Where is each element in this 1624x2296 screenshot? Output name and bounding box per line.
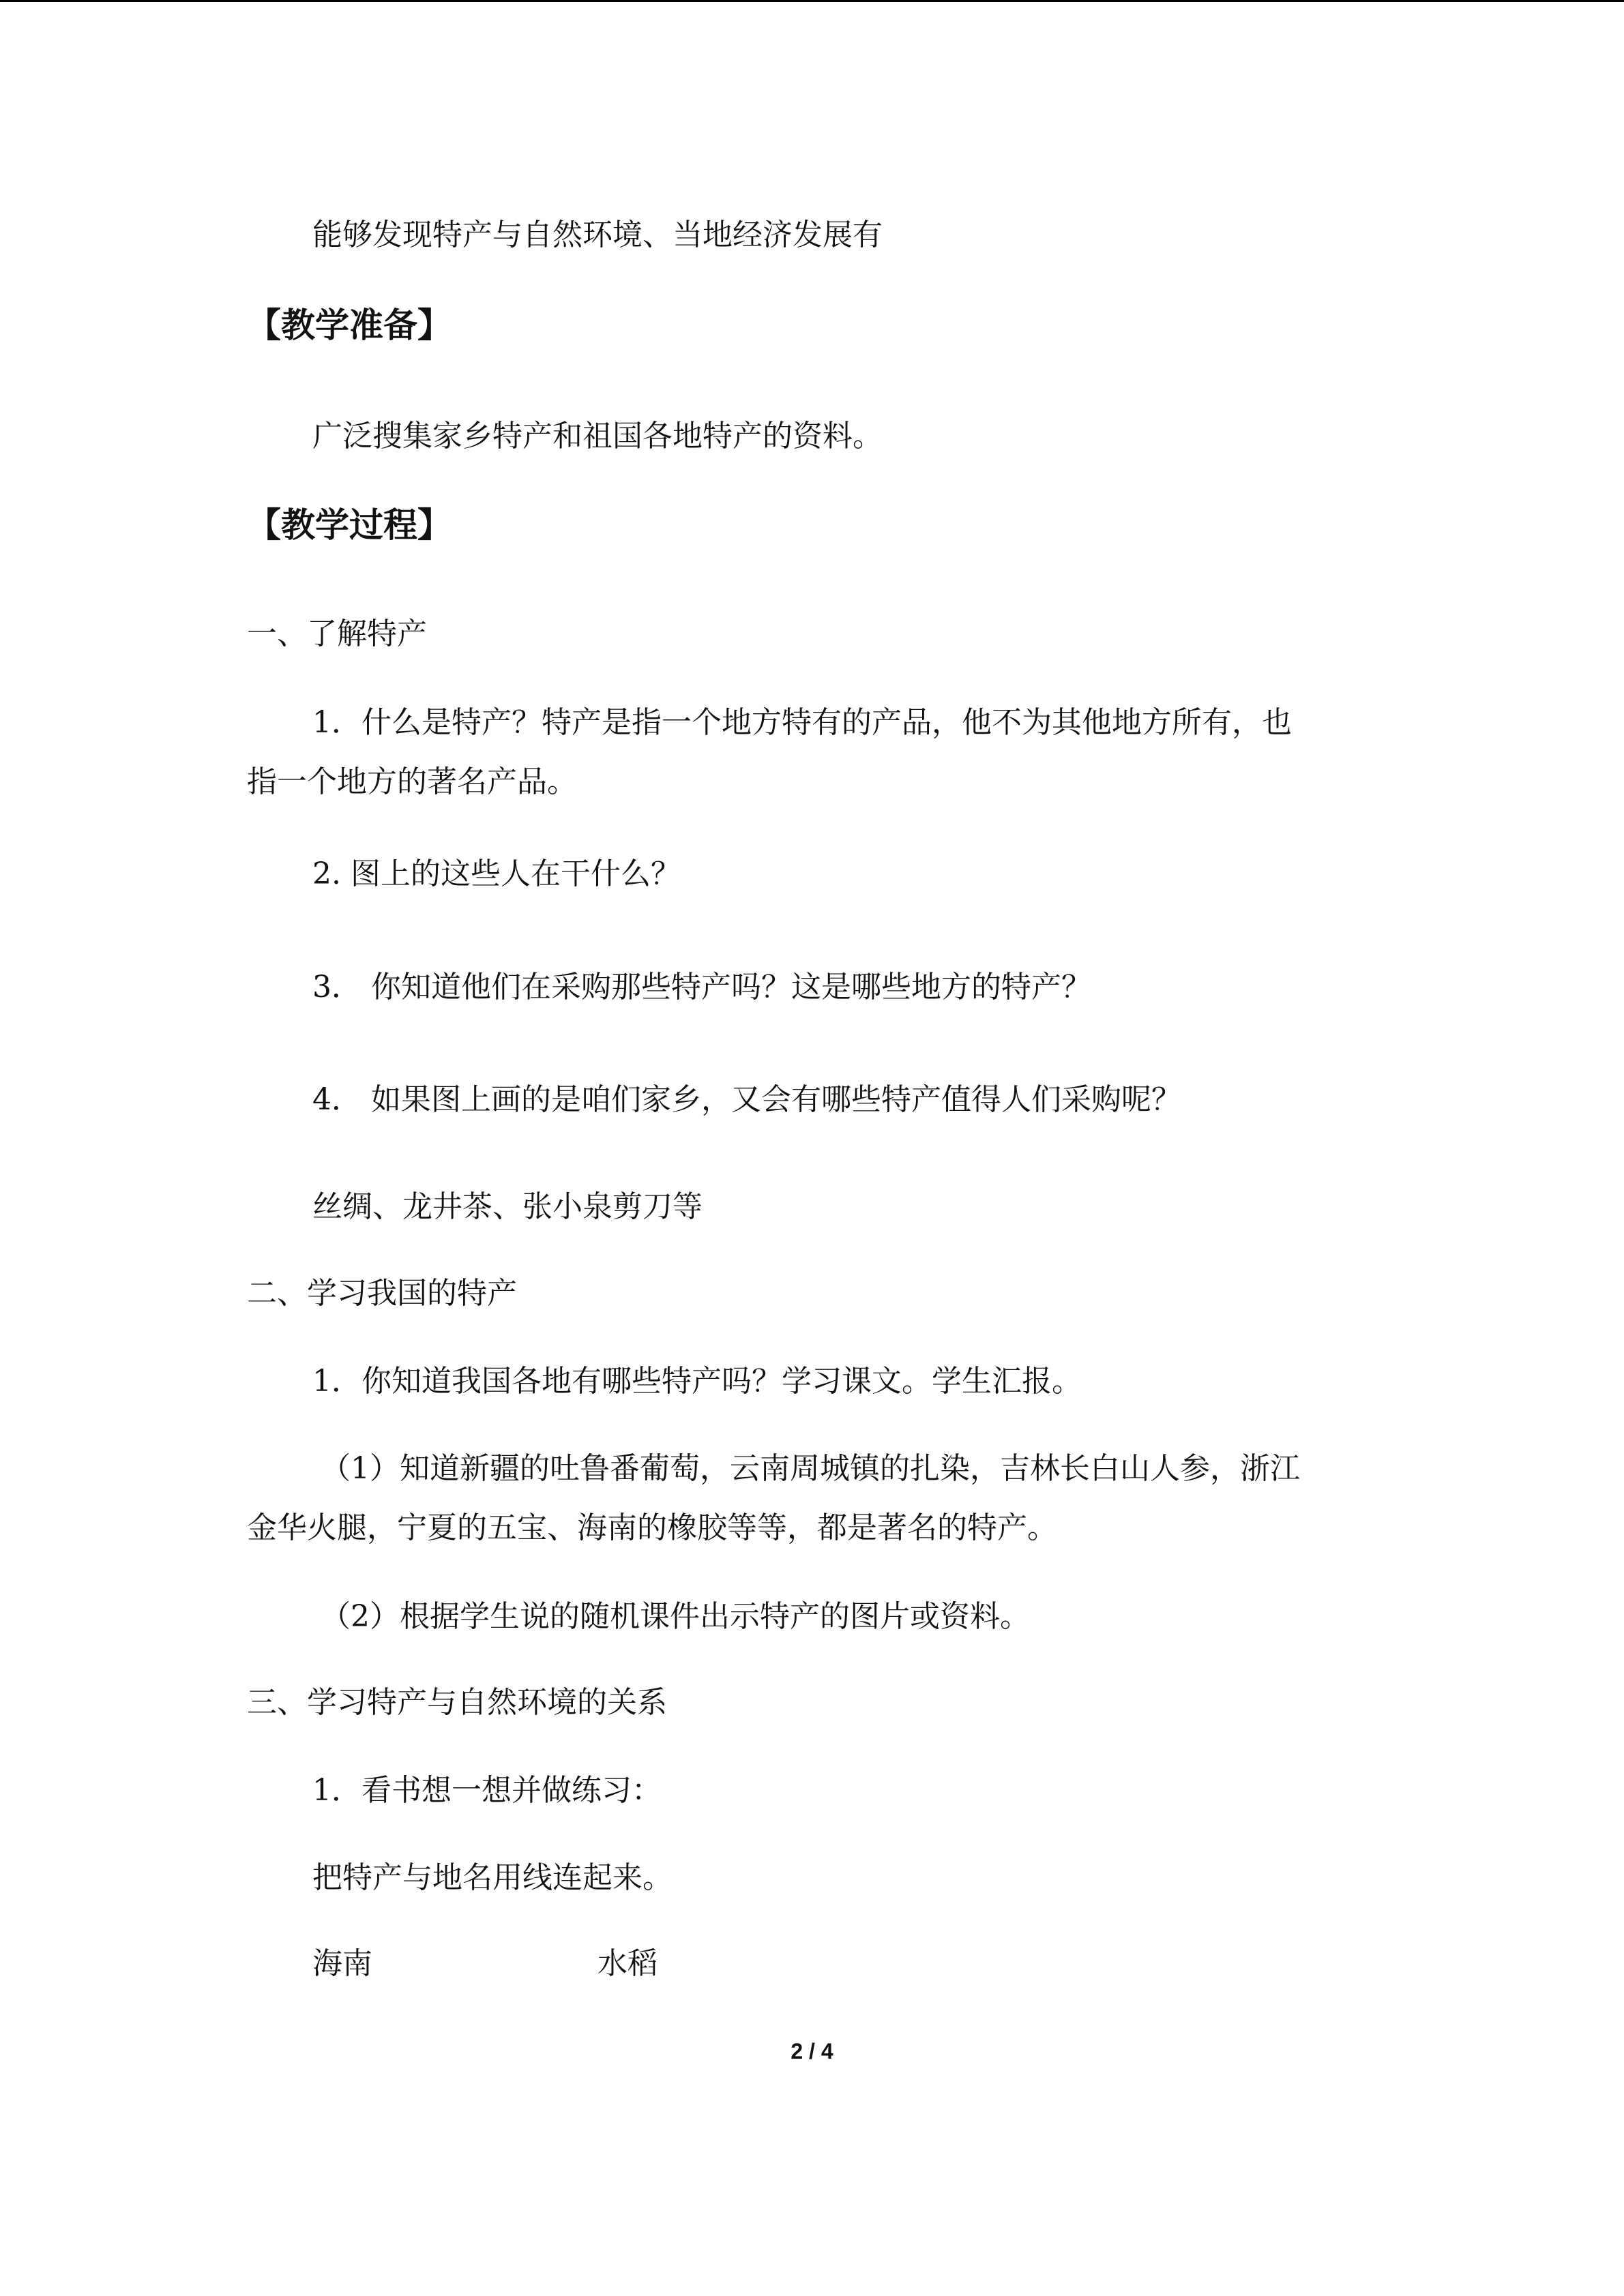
text-line-fit: 能够发现特产与自然环境、当地经济发展有 (312, 218, 883, 252)
question-3: 3． 你知道他们在采购那些特产吗？这是哪些地方的特产？ (312, 970, 1091, 1004)
question-2: 2. 图上的这些人在干什么？ (312, 856, 681, 891)
question-1-line-2: 指一个地方的著名产品。 (247, 764, 577, 799)
top-border-line (0, 0, 1624, 2)
heading-teaching-preparation: 【教学准备】 (247, 305, 452, 345)
section-3-question-1: 1．看书想一想并做练习： (312, 1773, 662, 1808)
section-1-title: 一、了解特产 (247, 616, 427, 651)
heading-teaching-process: 【教学过程】 (247, 505, 452, 545)
section-2-point-2: （2）根据学生说的随机课件出示特产的图片或资料。 (321, 1599, 1030, 1634)
section-3-instruction: 把特产与地名用线连起来。 (312, 1860, 673, 1895)
matching-row (312, 1943, 658, 1984)
text-preparation: 广泛搜集家乡特产和祖国各地特产的资料。 (312, 419, 883, 453)
answer-4: 丝绸、龙井茶、张小泉剪刀等 (312, 1189, 703, 1224)
match-product: 水稻 (597, 1946, 658, 1981)
section-2-title: 二、学习我国的特产 (247, 1276, 517, 1311)
section-2-question-1: 1．你知道我国各地有哪些特产吗？学习课文。学生汇报。 (312, 1364, 1082, 1399)
section-3-title: 三、学习特产与自然环境的关系 (247, 1685, 667, 1720)
section-2-point-1-line-1: （1）知道新疆的吐鲁番葡萄，云南周城镇的扎染，吉林长白山人参，浙江 (321, 1451, 1300, 1486)
page-number: 2 / 4 (791, 2039, 833, 2063)
question-1-line-1: 1．什么是特产？特产是指一个地方特有的产品，他不为其他地方所有，也 (312, 705, 1292, 740)
section-2-point-1-line-2: 金华火腿，宁夏的五宝、海南的橡胶等等，都是著名的特产。 (247, 1510, 1057, 1545)
question-4: 4． 如果图上画的是咱们家乡，又会有哪些特产值得人们采购呢？ (312, 1082, 1181, 1117)
match-place: 海南 (312, 1946, 372, 1981)
